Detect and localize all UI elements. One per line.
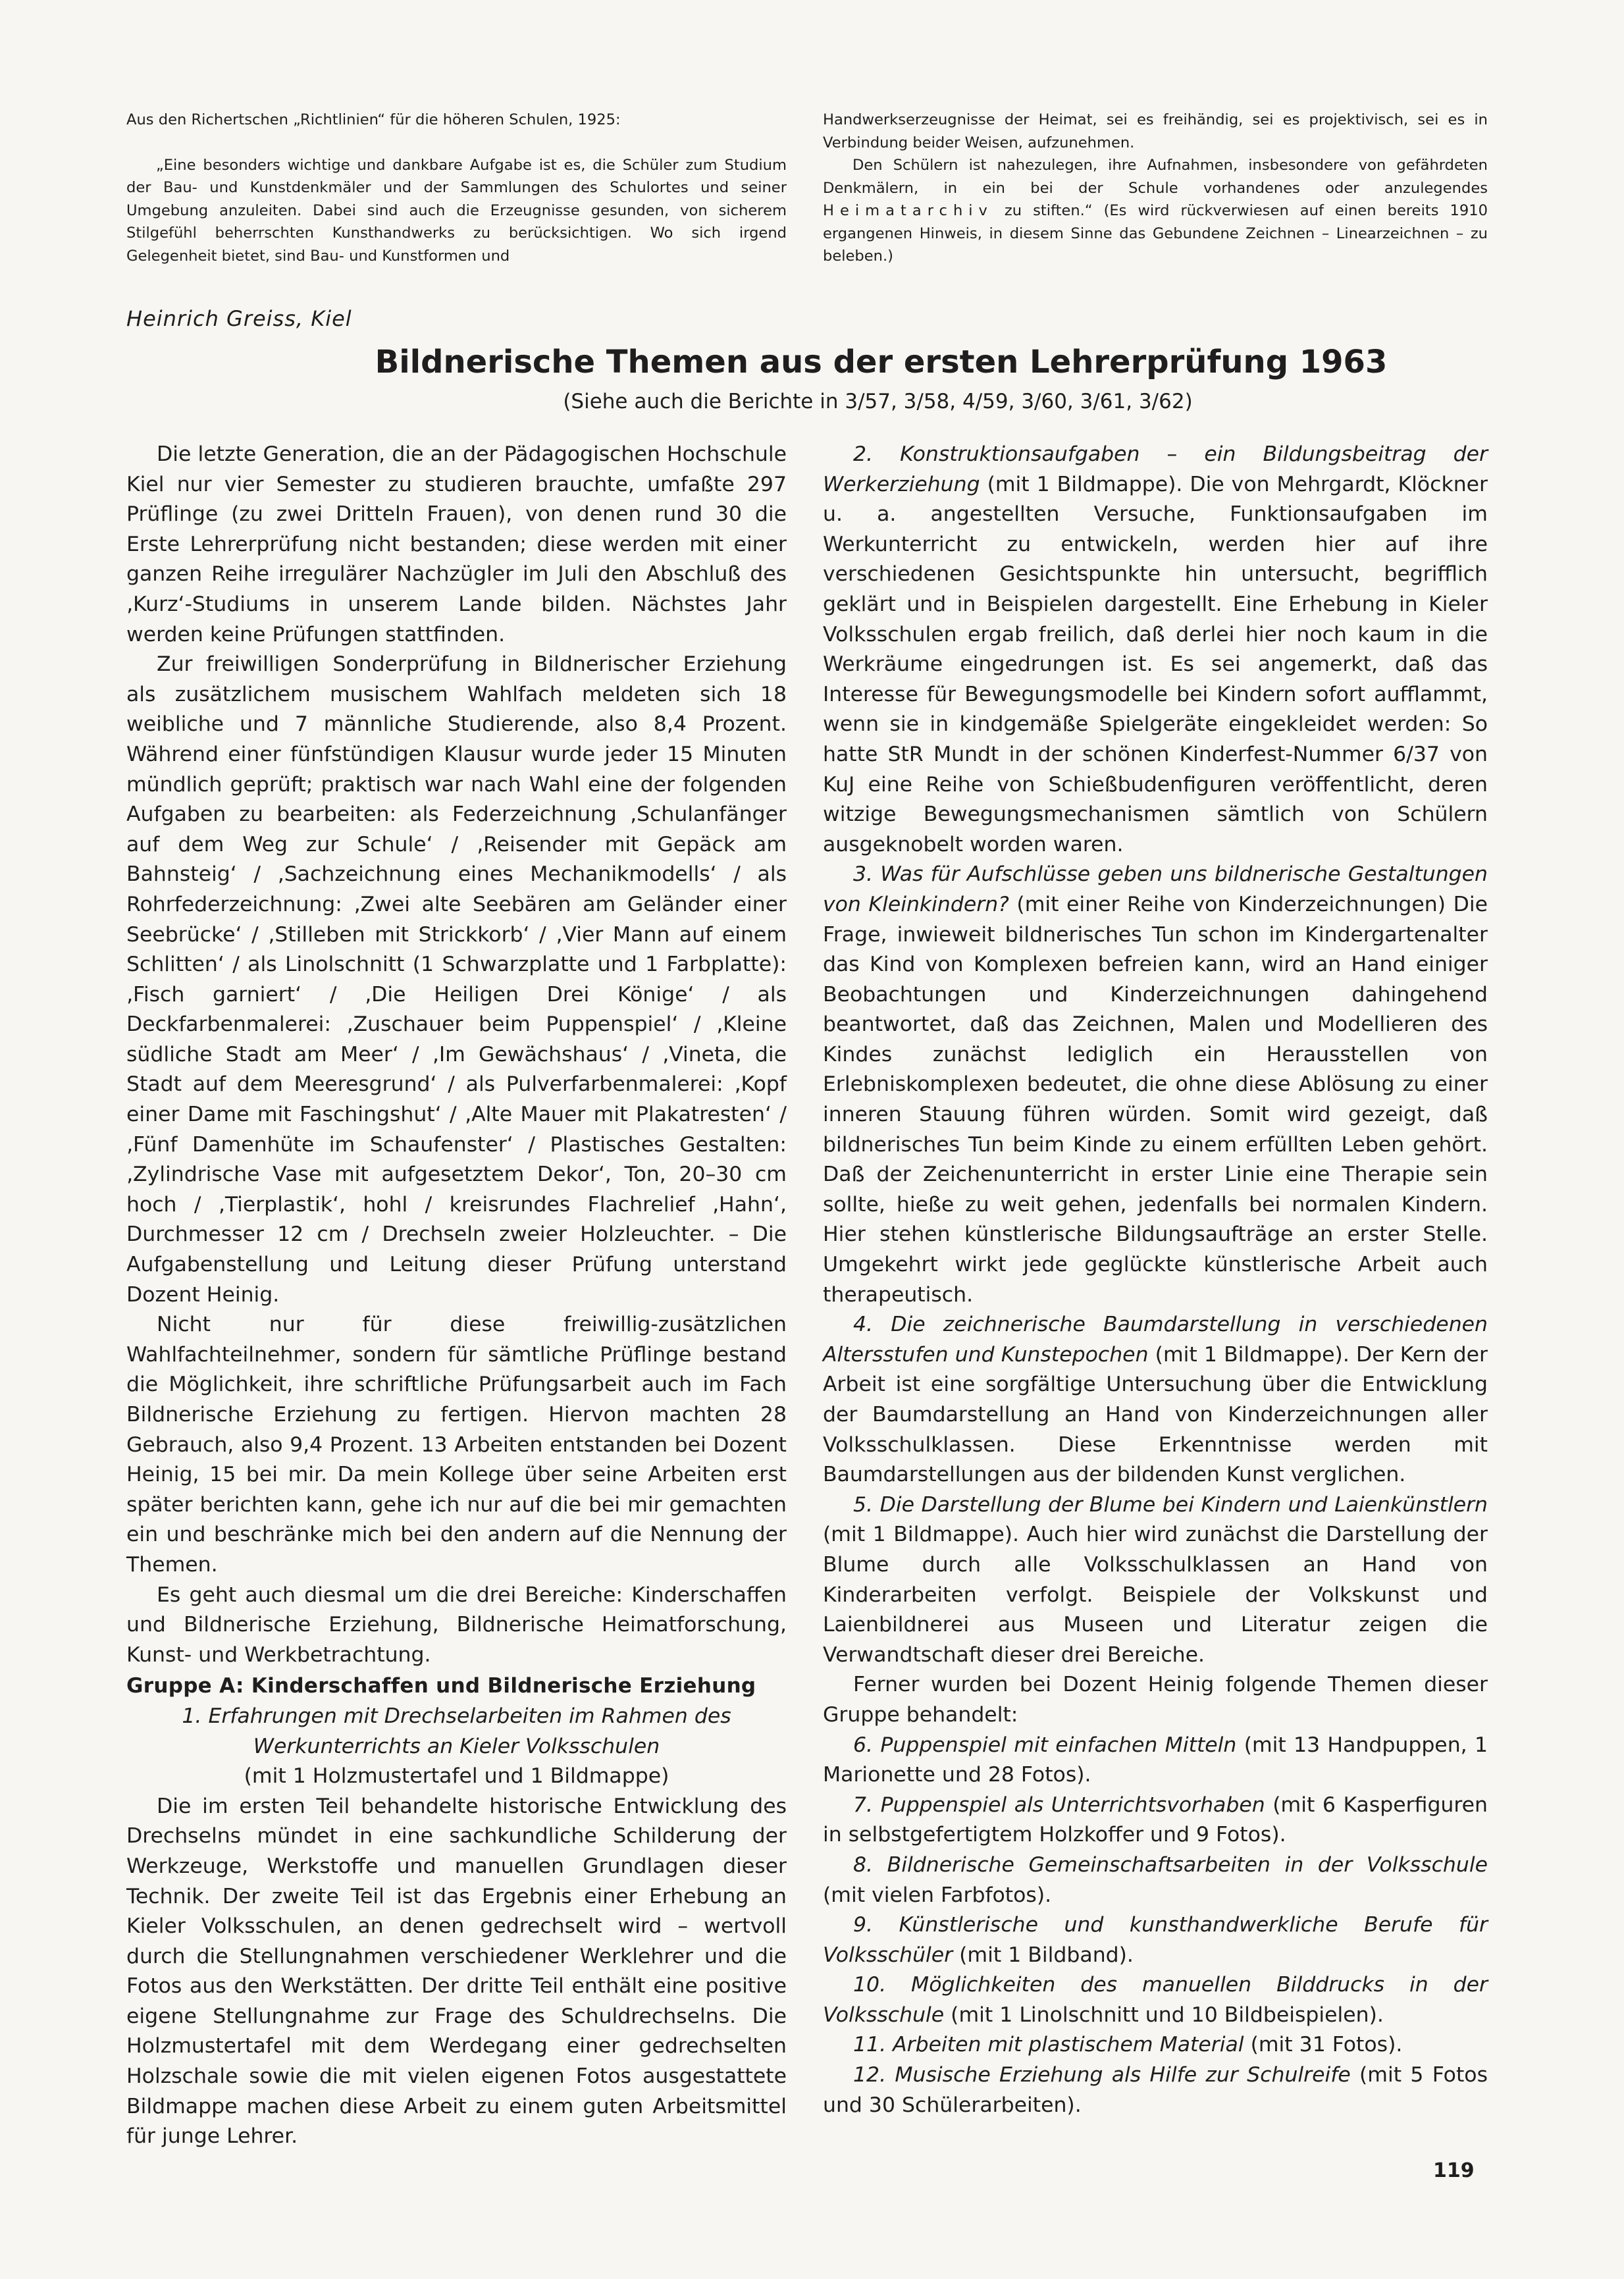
- item-subtitle: (mit 1 Holzmustertafel und 1 Bildmappe): [244, 1764, 669, 1789]
- article-title: Bildnerische Themen aus der ersten Lehrerprüfung 1963: [375, 344, 1388, 380]
- paragraph: Es geht auch diesmal um die drei Bereiche: Kinderschaffen und Bildnerische Erziehung, Bildnerische Heimatforschung, Kunst- und Werkbetrachtung.: [126, 1583, 787, 1667]
- quote-text: „Eine besonders wichtige und dankbare Aufgabe ist es, die Schüler zum Studium der Bau- und Kunstdenkmäler und der Sammlungen des Schulortes und seiner Umgebung anzuleiten. Dabei sind auch die Erzeugnisse gesunden, von sicherem Stilgefühl beherrschten Kunsthandwerks zu berücksichtigen. Wo sich irgend Gelegenheit bietet, sind Bau- und Kunstformen und: [126, 156, 787, 265]
- list-item: 10. Möglichkeiten des manuellen Bilddrucks in der Volksschule (mit 1 Linolschnitt und 10 Bildbeispielen).: [823, 1973, 1488, 2027]
- page-number: 119: [1433, 2159, 1475, 2182]
- paragraph: Ferner wurden bei Dozent Heinig folgende Themen dieser Gruppe behandelt:: [823, 1673, 1488, 1727]
- list-item: 8. Bildnerische Gemeinschaftsarbeiten in der Volksschule (mit vielen Farbfotos).: [823, 1852, 1488, 1907]
- list-item: 3. Was für Aufschlüsse geben uns bildnerische Gestaltungen von Kleinkindern? (mit einer Reihe von Kinderzeichnungen) Die Frage, inwieweit bildnerisches Tun schon im Kindergartenalter das Kind von Komplexen befreien kann, wird an Hand einiger Beobachtungen und Kinderzeichnungen dahingehend beantwortet, daß das Zeichnen, Malen und Modellieren des Kindes zunächst lediglich ein Herausstellen von Erlebniskomplexen bedeutet, die ohne diese Ablösung zu einer inneren Stauung führen würden. Somit wird gezeigt, daß bildnerisches Tun beim Kinde zu einem erfüllten Leben gehört. Daß der Zeichenunterricht in erster Linie eine Therapie sein sollte, hieße zu weit gehen, jedenfalls bei normalen Kindern. Hier stehen künstlerische Bildungsaufträge an erster Stelle. Umgekehrt wirkt jede geglückte künstlerische Arbeit auch therapeutisch.: [823, 862, 1488, 1307]
- continuation-note: Den Schülern ist nahezulegen, ihre Aufnahmen, insbesondere von gefährdeten Denkmälern, in ein bei der Schule vorhandenes oder anzulegendes Heimatarchiv zu stiften.“ (Es wird rückverwiesen auf einen bereits 1910 ergangenen Hinweis, in diesem Sinne das Gebundene Zeichnen – Linearzeichnen – zu beleben.): [823, 157, 1488, 265]
- list-item: 11. Arbeiten mit plastischem Material (mit 31 Fotos).: [853, 2033, 1403, 2057]
- left-column: [126, 440, 787, 2152]
- paragraph: Die im ersten Teil behandelte historische Entwicklung des Drechselns mündet in eine sachkundliche Schilderung der Werkzeuge, Werkstoffe und manuellen Grundlagen dieser Technik. Der zweite Teil ist das Ergebnis einer Erhebung an Kieler Volksschulen, an denen gedrechselt wird – wertvoll durch die Stellungnahmen verschiedener Werklehrer und die Fotos aus den Werkstätten. Der dritte Teil enthält eine positive eigene Stellungnahme zur Frage des Schuldrechselns. Die Holzmustertafel mit dem Werdegang einer gedrechselten Holzschale sowie die mit vielen eigenen Fotos ausgestattete Bildmappe machen diese Arbeit zu einem guten Arbeitsmittel für junge Lehrer.: [126, 1794, 787, 2149]
- list-item: 6. Puppenspiel mit einfachen Mitteln (mit 13 Handpuppen, 1 Marionette und 28 Fotos).: [823, 1733, 1488, 1787]
- richtlinien-continuation: [823, 109, 1488, 268]
- list-item: 7. Puppenspiel als Unterrichtsvorhaben (mit 6 Kasperfiguren in selbstgefertigtem Holzkoffer und 9 Fotos).: [823, 1793, 1488, 1847]
- quote-source: Aus den Richertschen „Richtlinien“ für die höheren Schulen, 1925:: [126, 111, 621, 128]
- paragraph: Nicht nur für diese freiwillig-zusätzlichen Wahlfachteilnehmer, sondern für sämtliche Prüflinge bestand die Möglichkeit, ihre schriftliche Prüfungsarbeit auch im Fach Bildnerische Erziehung zu fertigen. Hiervon machten 28 Gebrauch, also 9,4 Prozent. 13 Arbeiten entstanden bei Dozent Heinig, 15 bei mir. Da mein Kollege über seine Arbeiten erst später berichten kann, gehe ich nur auf die bei mir gemachten ein und beschränke mich bei den andern auf die Nennung der Themen.: [126, 1313, 787, 1577]
- heimatarchiv-term: Heimatarchiv: [823, 202, 993, 219]
- richtlinien-quote: [126, 109, 787, 267]
- paragraph: Die letzte Generation, die an der Pädagogischen Hochschule Kiel nur vier Semester zu studieren brauchte, umfaßte 297 Prüflinge (zu zwei Dritteln Frauen), von denen rund 30 die Erste Lehrerprüfung nicht bestanden; diese werden mit einer ganzen Reihe irregulärer Nachzügler im Juli den Abschluß des ‚Kurz‘-Studiums in unserem Lande bilden. Nächstes Jahr werden keine Prüfungen stattfinden.: [126, 442, 787, 646]
- section-heading: Gruppe A: Kinderschaffen und Bildnerische Erziehung: [126, 1674, 756, 1698]
- list-item: 4. Die zeichnerische Baumdarstellung in verschiedenen Altersstufen und Kunstepochen (mit 1 Bildmappe). Der Kern der Arbeit ist eine sorgfältige Untersuchung über die Entwicklung der Baumdarstellung an Hand von Kinderzeichnungen aller Volksschulklassen. Diese Erkenntnisse werden mit Baumdarstellungen aus der bildenden Kunst verglichen.: [823, 1313, 1488, 1487]
- list-item: 5. Die Darstellung der Blume bei Kindern und Laienkünstlern (mit 1 Bildmappe). Auch hier wird zunächst die Darstellung der Blume durch alle Volksschulklassen an Hand von Kinderarbeiten verfolgt. Beispiele der Volkskunst und Laienbildnerei aus Museen und Literatur zeigen die Verwandtschaft dieser drei Bereiche.: [823, 1492, 1488, 1667]
- item-title: 1. Erfahrungen mit Drechselarbeiten im Rahmen des Werkunterrichts an Kieler Volksschulen: [182, 1704, 731, 1758]
- paragraph: Zur freiwilligen Sonderprüfung in Bildnerischer Erziehung als zusätzlichem musischem Wahlfach meldeten sich 18 weibliche und 7 männliche Studierende, also 8,4 Prozent. Während einer fünfstündigen Klausur wurde jeder 15 Minuten mündlich geprüft; praktisch war nach Wahl eine der folgenden Aufgaben zu bearbeiten: als Federzeichnung ‚Schulanfänger auf dem Weg zur Schule‘ / ‚Reisender mit Gepäck am Bahnsteig‘ / ‚Sachzeichnung eines Mechanikmodells‘ / als Rohrfederzeichnung: ‚Zwei alte Seebären am Geländer einer Seebrücke‘ / ‚Stilleben mit Strickkorb‘ / ‚Vier Mann auf einem Schlitten‘ / als Linolschnitt (1 Schwarzplatte und 1 Farbplatte): ‚Fisch garniert‘ / ‚Die Heiligen Drei Könige‘ / als Deckfarbenmalerei: ‚Zuschauer beim Puppenspiel‘ / ‚Kleine südliche Stadt am Meer‘ / ‚Im Gewächshaus‘ / ‚Vineta, die Stadt auf dem Meeresgrund‘ / als Pulverfarbenmalerei: ‚Kopf einer Dame mit Faschingshut‘ / ‚Alte Mauer mit Plakatresten‘ / ‚Fünf Damenhüte im Schaufenster‘ / Plastisches Gestalten: ‚Zylindrische Vase mit aufgesetztem Dekor‘, Ton, 20–30 cm hoch / ‚Tierplastik‘, hohl / kreisrundes Flachrelief ‚Hahn‘, Durchmesser 12 cm / Drechseln zweier Holzleuchter. – Die Aufgabenstellung und Leitung dieser Prüfung unterstand Dozent Heinig.: [126, 652, 787, 1307]
- article-subtitle: (Siehe auch die Berichte in 3/57, 3/58, 4/59, 3/60, 3/61, 3/62): [563, 390, 1193, 413]
- list-item: 2. Konstruktionsaufgaben – ein Bildungsbeitrag der Werkerziehung (mit 1 Bildmappe). Die von Mehrgardt, Klöckner u. a. angestellten Versuche, Funktionsaufgaben im Werkunterricht zu entwickeln, werden hier auf ihre verschiedenen Gesichtspunkte hin untersucht, begrifflich geklärt und in Beispielen dargestellt. Eine Erhebung in Kieler Volksschulen ergab freilich, daß derlei hier noch kaum in die Werkräume eingedrungen ist. Es sei angemerkt, daß das Interesse für Bewegungsmodelle bei Kindern sofort aufflammt, wenn sie in kindgemäße Spielgeräte eingekleidet werden: So hatte StR Mundt in der schönen Kinderfest-Nummer 6/37 von KuJ eine Reihe von Schießbudenfiguren veröffentlicht, deren witzige Bewegungsmechanismen sämtlich von Schülern ausgeknobelt worden waren.: [823, 442, 1488, 856]
- continuation-text: Handwerkserzeugnisse der Heimat, sei es freihändig, sei es projektivisch, sei es in Verbindung beider Weisen, aufzunehmen.: [823, 111, 1488, 151]
- article-author: Heinrich Greiss, Kiel: [126, 306, 352, 331]
- list-item: 9. Künstlerische und kunsthandwerkliche Berufe für Volksschüler (mit 1 Bildband).: [823, 1913, 1488, 1967]
- right-column: [823, 440, 1488, 2120]
- list-item: 12. Musische Erziehung als Hilfe zur Schulreife (mit 5 Fotos und 30 Schülerarbeiten).: [823, 2063, 1488, 2117]
